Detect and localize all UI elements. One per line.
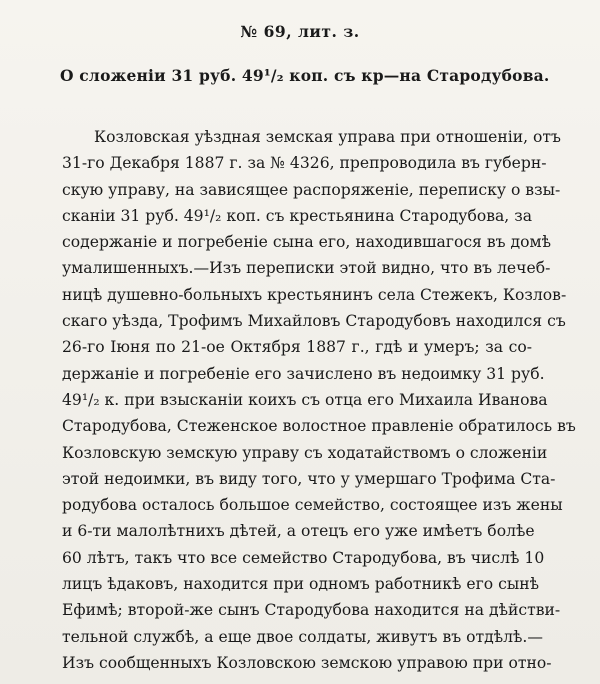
body-line: Ефимѣ; второй-же сынъ Стародубова находится на дѣйстви- <box>62 601 561 620</box>
body-line: скую управу, на зависящее распоряженіе, переписку о взы- <box>62 180 561 199</box>
body-line: Козловская уѣздная земская управа при отношеніи, отъ <box>94 128 561 146</box>
body-line: 49¹/₂ к. при взысканіи коихъ съ отца его Михаила Иванова <box>62 390 548 409</box>
body-line: Изъ сообщенныхъ Козловскою земскою управою при отно- <box>62 653 552 672</box>
document-title: О сложеніи 31 руб. 49¹/₂ коп. съ кр—на Стародубова. <box>60 66 550 85</box>
body-line: скаго уѣзда, Трофимъ Михайловъ Стародубовъ находился съ <box>62 312 566 331</box>
body-line: и 6-ти малолѣтнихъ дѣтей, а отецъ его уже имѣетъ болѣе <box>62 522 535 541</box>
body-line: умалишенныхъ.—Изъ переписки этой видно, что въ лечеб- <box>62 259 551 278</box>
body-line: тельной службѣ, а еще двое солдаты, живутъ въ отдѣлѣ.— <box>62 627 543 646</box>
body-line: этой недоимки, въ виду того, что у умершаго Трофима Ста- <box>62 469 556 488</box>
body-line: Стародубова, Стеженское волостное правленіе обратилось въ <box>62 417 576 436</box>
body-line: ницѣ душевно-больныхъ крестьянинъ села Стежекъ, Козлов- <box>62 285 567 304</box>
body-line: 26-го Іюня по 21-ое Октября 1887 г., гдѣ и умеръ; за со- <box>62 338 532 357</box>
body-line: 60 лѣтъ, такъ что все семейство Стародубова, въ числѣ 10 <box>62 548 545 567</box>
body-line: держаніе и погребеніе его зачислено въ недоимку 31 руб. <box>62 364 545 383</box>
body-line: 31-го Декабря 1887 г. за № 4326, препроводила въ губерн- <box>62 154 547 173</box>
body-line: содержаніе и погребеніе сына его, находившагося въ домѣ <box>62 233 552 252</box>
body-line: Козловскую земскую управу съ ходатайствомъ о сложеніи <box>62 443 548 462</box>
document-number: № 69, лит. з. <box>240 22 360 41</box>
body-line: лицъ ѣдаковъ, находится при одномъ работникѣ его сынѣ <box>62 575 540 594</box>
body-line: сканіи 31 руб. 49¹/₂ коп. съ крестьянина Стародубова, за <box>62 206 533 225</box>
document-body <box>62 124 576 676</box>
body-line: родубова осталось большое семейство, состоящее изъ жены <box>62 496 563 515</box>
